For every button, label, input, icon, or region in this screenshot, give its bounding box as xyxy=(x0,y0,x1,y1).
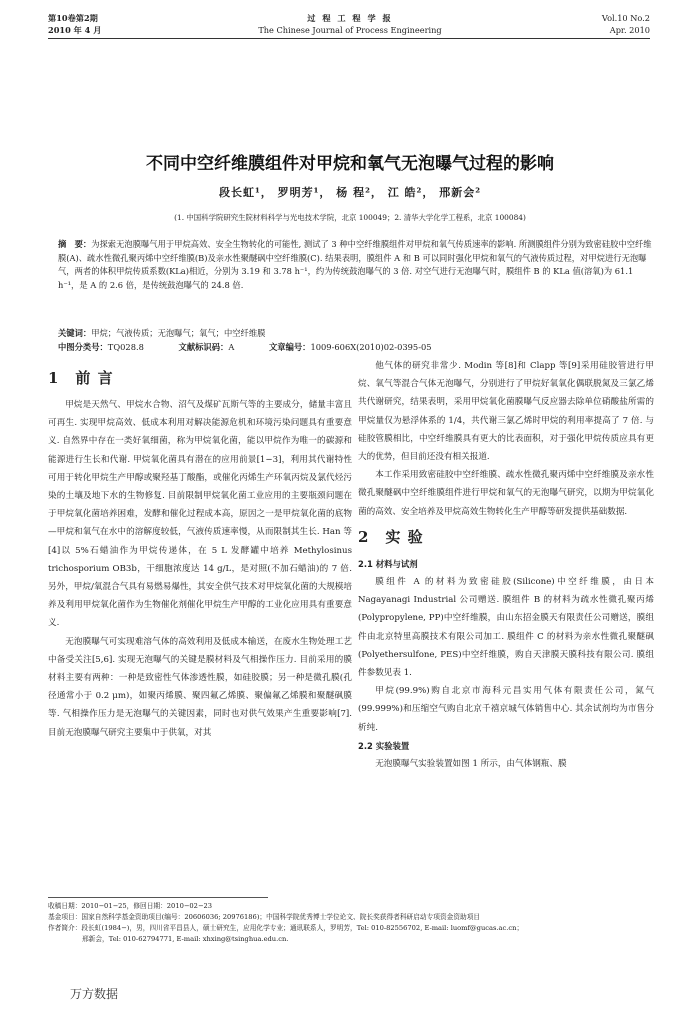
author-list: 段长虹¹， 罗明芳¹， 杨 程²， 江 皓²， 邢新会² xyxy=(218,186,482,199)
journal-name xyxy=(0,12,700,36)
intro-paragraph-4: 本工作采用致密硅胶中空纤维膜、疏水性微孔聚丙烯中空纤维膜及亲水性微孔聚醚砜中空纤维膜组件进行甲烷和氧气的无泡曝气研究，以期为甲烷氧化菌的高效、安全培养及甲烷高效生物转化生产甲醇等研发提供基础数据. xyxy=(358,470,654,517)
classification xyxy=(58,341,656,355)
footnote-contact: 邢新会，Tel: 010-62794771, E-mail: xhxing@tsinghua.edu.cn. xyxy=(82,935,289,943)
article-no-value: 1009-606X(2010)02-0395-05 xyxy=(310,342,432,352)
journal-name-cn: 过 程 工 程 学 报 xyxy=(307,13,393,23)
abstract-text: 为探索无泡膜曝气用于甲烷高效、安全生物转化的可能性, 测试了 3 种中空纤维膜组件对甲烷和氧气传质速率的影响. 所测膜组件分别为致密硅胶中空纤维膜(A)、疏水性微孔聚丙烯中空纤维膜(B)及亲水性聚醚砜中空纤维膜(C). 结果表明，膜组件 A 和 B 可以同时强化甲烷和氧气的气液传质过程，对甲烷进行无泡曝气，两者的体积甲烷传质系数(KLa)相近，分别为 3.19 和 3.78 h⁻¹，约为传统鼓泡曝气的 3 倍. 对空气进行无泡曝气时，膜组件 B 的 KLa 值(溶氧)为 61.1 h⁻¹，是 A 的 2.6 倍，是传统鼓泡曝气的 24.8 倍. xyxy=(58,239,652,291)
intro-paragraph-1: 甲烷是天然气、甲烷水合物、沼气及煤矿瓦斯气等的主要成分，储量丰富且可再生. 实现甲烷高效、低成本利用对解决能源危机和环境污染问题具有重要意义. 自然界中存在一类好氧细菌，称为甲烷氧化菌，能以甲烷作为唯一的碳源和能源进行生长和代谢. 甲烷氧化菌具有潜在的应用前景[1−3]，利用其代谢特性可用于转化甲烷生产甲醇或聚羟基丁酸酯，或催化丙烯生产环氧丙烷及氯代烃污染的土壤及地下水的生物修复. 目前限制甲烷氧化菌工业应用的主要瓶颈问题在于甲烷氧化菌培养困难，发酵和催化过程成本高，原因之一是甲烷氧化菌的底物—甲烷和氧气在水中的溶解度较低，气液传质速率慢，从而限制其生长. Han 等[4]以 5%石蜡油作为甲烷传递体，在 5 L 发酵罐中培养 Methylosinus trichosporium OB3b，干细胞浓度达 14 g/L，是对照(不加石蜡油)的 7 倍. 另外，甲烷/氧混合气具有易燃易爆性，其安全供气技术对甲烷氧化菌的大规模培养及利用甲烷氧化菌作为生物催化剂催化甲烷生产甲醇的工业化应用具有重要意义. xyxy=(48,400,352,629)
subsection-materials: 2.1 材料与试剂 xyxy=(358,558,418,569)
issue-info-en xyxy=(602,12,650,36)
volume-issue-en: Vol.10 No.2 xyxy=(601,13,650,23)
header-divider xyxy=(48,38,650,39)
apparatus-paragraph: 无泡膜曝气实验装置如图 1 所示，由气体钢瓶、膜 xyxy=(375,759,567,770)
clc-value: TQ028.8 xyxy=(107,342,144,352)
article-no-label: 文章编号： xyxy=(268,342,311,352)
left-column xyxy=(48,362,352,742)
doc-code-label: 文献标识码： xyxy=(178,342,229,352)
intro-paragraph-3: 他气体的研究非常少. Modin 等[8]和 Clapp 等[9]采用硅胶管进行甲烷、氧气等混合气体无泡曝气，分别进行了甲烷好氧氧化偶联脱氮及三氯乙烯共代谢研究，结果表明，采用甲烷氧化菌膜曝气反应器去除单位硝酸盐所需的甲烷量仅为悬浮体系的 1/4，共代谢三氯乙烯时甲烷的利用率提高了 7 倍. 与硅胶管膜相比，中空纤维膜具有更大的比表面积，对于强化甲烷传质应具有更大的优势，但目前还没有相关报道. xyxy=(358,361,654,463)
subsection-apparatus: 2.2 实验装置 xyxy=(358,740,410,751)
doc-code-value: A xyxy=(228,342,235,352)
footnote xyxy=(48,901,658,945)
clc-label: 中图分类号： xyxy=(58,342,108,352)
abstract-label: 摘 要： xyxy=(58,239,92,249)
keywords xyxy=(58,327,656,341)
issue-date-en: Apr. 2010 xyxy=(609,25,650,35)
materials-paragraph-2: 甲烷(99.9%)购自北京市海科元昌实用气体有限责任公司，氮气(99.999%)和压缩空气购自北京千禧京城气体销售中心. 其余试剂均为市售分析纯. xyxy=(358,686,654,733)
abstract xyxy=(58,238,656,293)
materials-paragraph-1: 膜组件 A 的材料为致密硅胶(Silicone)中空纤维膜，由日本 Nagayanagi Industrial 公司赠送. 膜组件 B 的材料为疏水性微孔聚丙烯(Polypropylene, PP)中空纤维膜，由山东招金膜天有限责任公司赠送，膜组件由北京特里高膜技术有限公司加工. 膜组件 C 的材料为亲水性微孔聚醚砜(Polyethersulfone, PES)中空纤维膜，购自天津膜天膜科技有限公司. 膜组件参数见表 1. xyxy=(358,577,654,679)
paper-title: 不同中空纤维膜组件对甲烷和氧气无泡曝气过程的影响 xyxy=(146,154,554,174)
issue-date: 2010 年 4 月 xyxy=(48,25,102,35)
volume-issue: 第10卷第2期 xyxy=(48,13,98,23)
keywords-text: 甲烷；气液传质；无泡曝气；氧气；中空纤维膜 xyxy=(91,328,266,338)
section-heading-experiment: 2 实 验 xyxy=(358,527,424,546)
footnote-author-bio: 作者简介：段长虹(1984−)，男，四川省平昌县人，硕士研究生，应用化学专业；通讯联系人，罗明芳，Tel: 010-82556702, E-mail: luomf@gucas.ac.cn； xyxy=(48,924,524,932)
footnote-dates: 收稿日期：2010−01−25，修回日期：2010−02−23 xyxy=(48,902,213,910)
affiliation: (1. 中国科学院研究生院材料科学与光电技术学院，北京 100049；2. 清华大学化学工程系，北京 100084) xyxy=(174,213,526,222)
footnote-divider xyxy=(48,897,268,898)
footnote-funding: 基金项目：国家自然科学基金资助项目(编号：20606036; 20976186)；中国科学院优秀博士学位论文、院长奖获得者科研启动专项资金资助项目 xyxy=(48,913,481,921)
journal-name-en: The Chinese Journal of Process Engineering xyxy=(258,25,442,35)
section-heading-intro: 1 前 言 xyxy=(48,369,114,387)
intro-paragraph-2: 无泡膜曝气可实现难溶气体的高效利用及低成本输送，在废水生物处理工艺中备受关注[5,6]. 实现无泡曝气的关键是膜材料及气相操作压力. 目前采用的膜材料主要有两种：一种是致密性气体渗透性膜，如硅胶膜；另一种是微孔膜(孔径通常小于 0.2 μm)，如聚丙烯膜、聚四氟乙烯膜、聚偏氟乙烯膜和聚醚砜膜等. 气相操作压力是无泡曝气的关键因素，同时也对供气效果产生重要影响[7]. 目前无泡膜曝气研究主要集中于供氧，对其 xyxy=(48,636,352,738)
keywords-label: 关键词： xyxy=(58,328,92,338)
watermark: 万方数据 xyxy=(70,987,119,1001)
right-column xyxy=(358,357,654,773)
